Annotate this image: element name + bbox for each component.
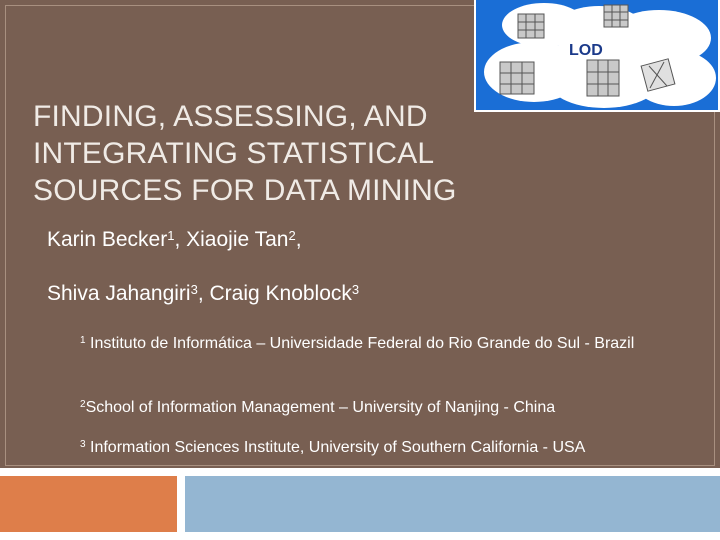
author-separator: ,: [174, 228, 187, 251]
author-affiliation-mark: 2: [288, 228, 296, 243]
author-separator: ,: [197, 282, 210, 305]
author-affiliation-mark: 1: [167, 228, 175, 243]
author-name: Shiva Jahangiri: [47, 282, 191, 305]
affiliation-text: School of Information Management – University of Nanjing - China: [85, 399, 556, 416]
affiliation-number: 2: [80, 399, 86, 410]
cube-icon: [604, 5, 628, 27]
affiliation-3: [80, 436, 585, 459]
cube-icon: [518, 14, 544, 38]
authors-line-1: [47, 226, 302, 254]
affiliation-text: Information Sciences Institute, University of Southern California - USA: [85, 439, 586, 456]
slide-title: FINDING, ASSESSING, AND INTEGRATING STATISTICAL SOURCES FOR DATA MINING: [33, 100, 457, 207]
authors-line-2: [47, 280, 359, 308]
lod-logo: [474, 0, 720, 112]
affiliation-1: [80, 332, 705, 355]
logo-text: LOD: [569, 42, 603, 59]
footer-bar-right: [185, 476, 720, 532]
affiliation-number: 3: [80, 439, 86, 450]
cube-icon: [587, 60, 619, 96]
affiliation-2: [80, 396, 555, 419]
author-affiliation-mark: 3: [190, 282, 198, 297]
author-name: Craig Knoblock: [209, 282, 352, 305]
footer-bar-left: [0, 476, 177, 532]
affiliation-text: Instituto de Informática – Universidade Federal do Rio Grande do Sul - Brazil: [85, 335, 635, 352]
affiliation-number: 1: [80, 335, 86, 346]
author-separator: ,: [295, 228, 302, 251]
lod-cloud-image: [474, 0, 720, 112]
author-name: Karin Becker: [47, 228, 168, 251]
author-name: Xiaojie Tan: [186, 228, 289, 251]
cube-icon: [500, 62, 534, 94]
author-affiliation-mark: 3: [351, 282, 360, 297]
